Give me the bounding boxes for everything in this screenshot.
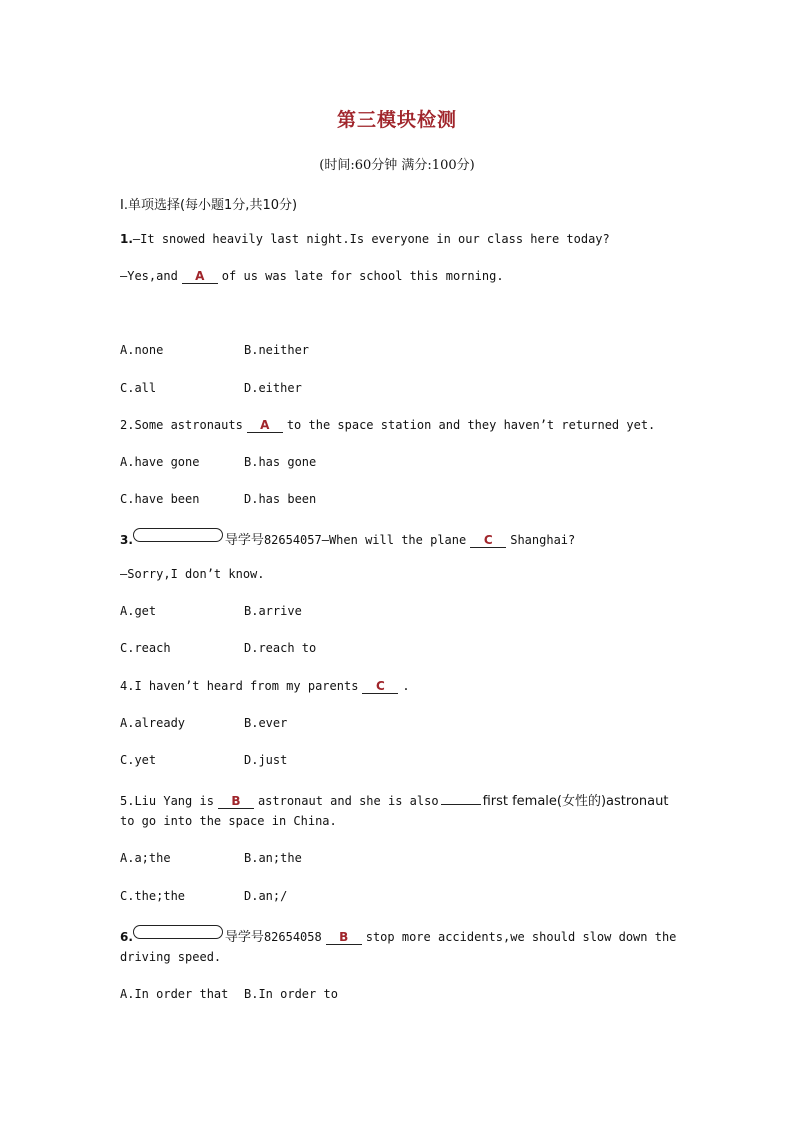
option-row <box>120 987 338 1001</box>
answer-blank: A <box>247 419 283 433</box>
question-3-reply: —Sorry,I don’t know. <box>120 567 265 581</box>
answer-blank: C <box>470 534 506 548</box>
question-number: 5. <box>120 794 135 808</box>
question-number: 2. <box>120 418 135 432</box>
question-number: 1. <box>120 232 133 246</box>
answer-blank: A <box>182 270 218 284</box>
question-text: of us was late for school this morning. <box>221 269 504 283</box>
option-d: D.reach to <box>244 641 317 655</box>
question-text: —It snowed heavily last night.Is everyone in our class here today? <box>132 232 610 246</box>
question-text: . <box>402 679 410 693</box>
option-row <box>120 343 310 357</box>
question-text: Some astronauts <box>134 418 243 432</box>
guide-number: 82654058 <box>263 930 322 944</box>
option-row <box>120 381 302 395</box>
question-4 <box>120 679 410 694</box>
option-row <box>120 753 288 767</box>
question-text: —When will the plane <box>321 533 467 547</box>
question-5 <box>120 790 668 809</box>
option-c: C.reach <box>120 641 171 655</box>
question-5-continued: to go into the space in China. <box>120 814 337 828</box>
answer-blank: B <box>326 931 362 945</box>
exam-info: (时间:60分钟 满分:100分) <box>319 158 475 173</box>
option-c: C.have been <box>120 492 200 506</box>
page-title: 第三模块检测 <box>336 109 457 131</box>
guide-number-box <box>133 528 223 542</box>
option-a: A.have gone <box>120 455 200 469</box>
option-b: B.arrive <box>244 604 302 618</box>
question-number: 4. <box>120 679 135 693</box>
question-1 <box>120 232 610 246</box>
question-6-continued: driving speed. <box>120 950 222 964</box>
question-text: stop more accidents,we should slow down the <box>365 930 677 944</box>
option-b: B.an;the <box>244 851 302 865</box>
answer-blank: C <box>362 680 398 694</box>
option-row <box>120 492 317 506</box>
guide-label: 导学号 <box>224 930 264 945</box>
option-c: C.the;the <box>120 889 186 903</box>
option-a: A.none <box>120 343 164 357</box>
guide-number-box <box>133 925 223 939</box>
option-row <box>120 641 317 655</box>
option-d: D.either <box>244 381 302 395</box>
option-b: B.neither <box>244 343 310 357</box>
option-row <box>120 604 302 618</box>
question-2 <box>120 418 655 433</box>
option-c: C.yet <box>120 753 157 767</box>
section-heading: Ⅰ.单项选择(每小题1分,共10分) <box>120 198 298 213</box>
question-1-reply <box>120 269 504 284</box>
question-6 <box>120 925 676 945</box>
option-d: D.has been <box>244 492 317 506</box>
option-row <box>120 889 288 903</box>
question-text: first female(女性的)astronaut <box>482 794 669 809</box>
guide-label: 导学号 <box>224 533 264 548</box>
question-text: Shanghai? <box>510 533 576 547</box>
question-number: 6. <box>120 930 133 944</box>
option-a: A.In order that <box>120 987 229 1001</box>
option-a: A.get <box>120 604 157 618</box>
option-b: B.In order to <box>244 987 338 1001</box>
option-b: B.ever <box>244 716 288 730</box>
option-c: C.all <box>120 381 157 395</box>
option-a: A.already <box>120 716 186 730</box>
option-b: B.has gone <box>244 455 317 469</box>
option-row <box>120 851 302 865</box>
empty-blank <box>441 804 481 805</box>
option-a: A.a;the <box>120 851 171 865</box>
option-row <box>120 716 288 730</box>
question-number: 3. <box>120 533 133 547</box>
question-text: I haven’t heard from my parents <box>134 679 359 693</box>
answer-blank: B <box>218 795 254 809</box>
question-text: Liu Yang is <box>134 794 214 808</box>
guide-number: 82654057 <box>263 533 322 547</box>
question-text: —Yes,and <box>120 269 178 283</box>
option-row <box>120 455 317 469</box>
question-3 <box>120 528 575 548</box>
option-d: D.just <box>244 753 288 767</box>
option-d: D.an;/ <box>244 889 288 903</box>
question-text: astronaut and she is also <box>257 794 439 808</box>
question-text: to the space station and they haven’t returned yet. <box>286 418 656 432</box>
